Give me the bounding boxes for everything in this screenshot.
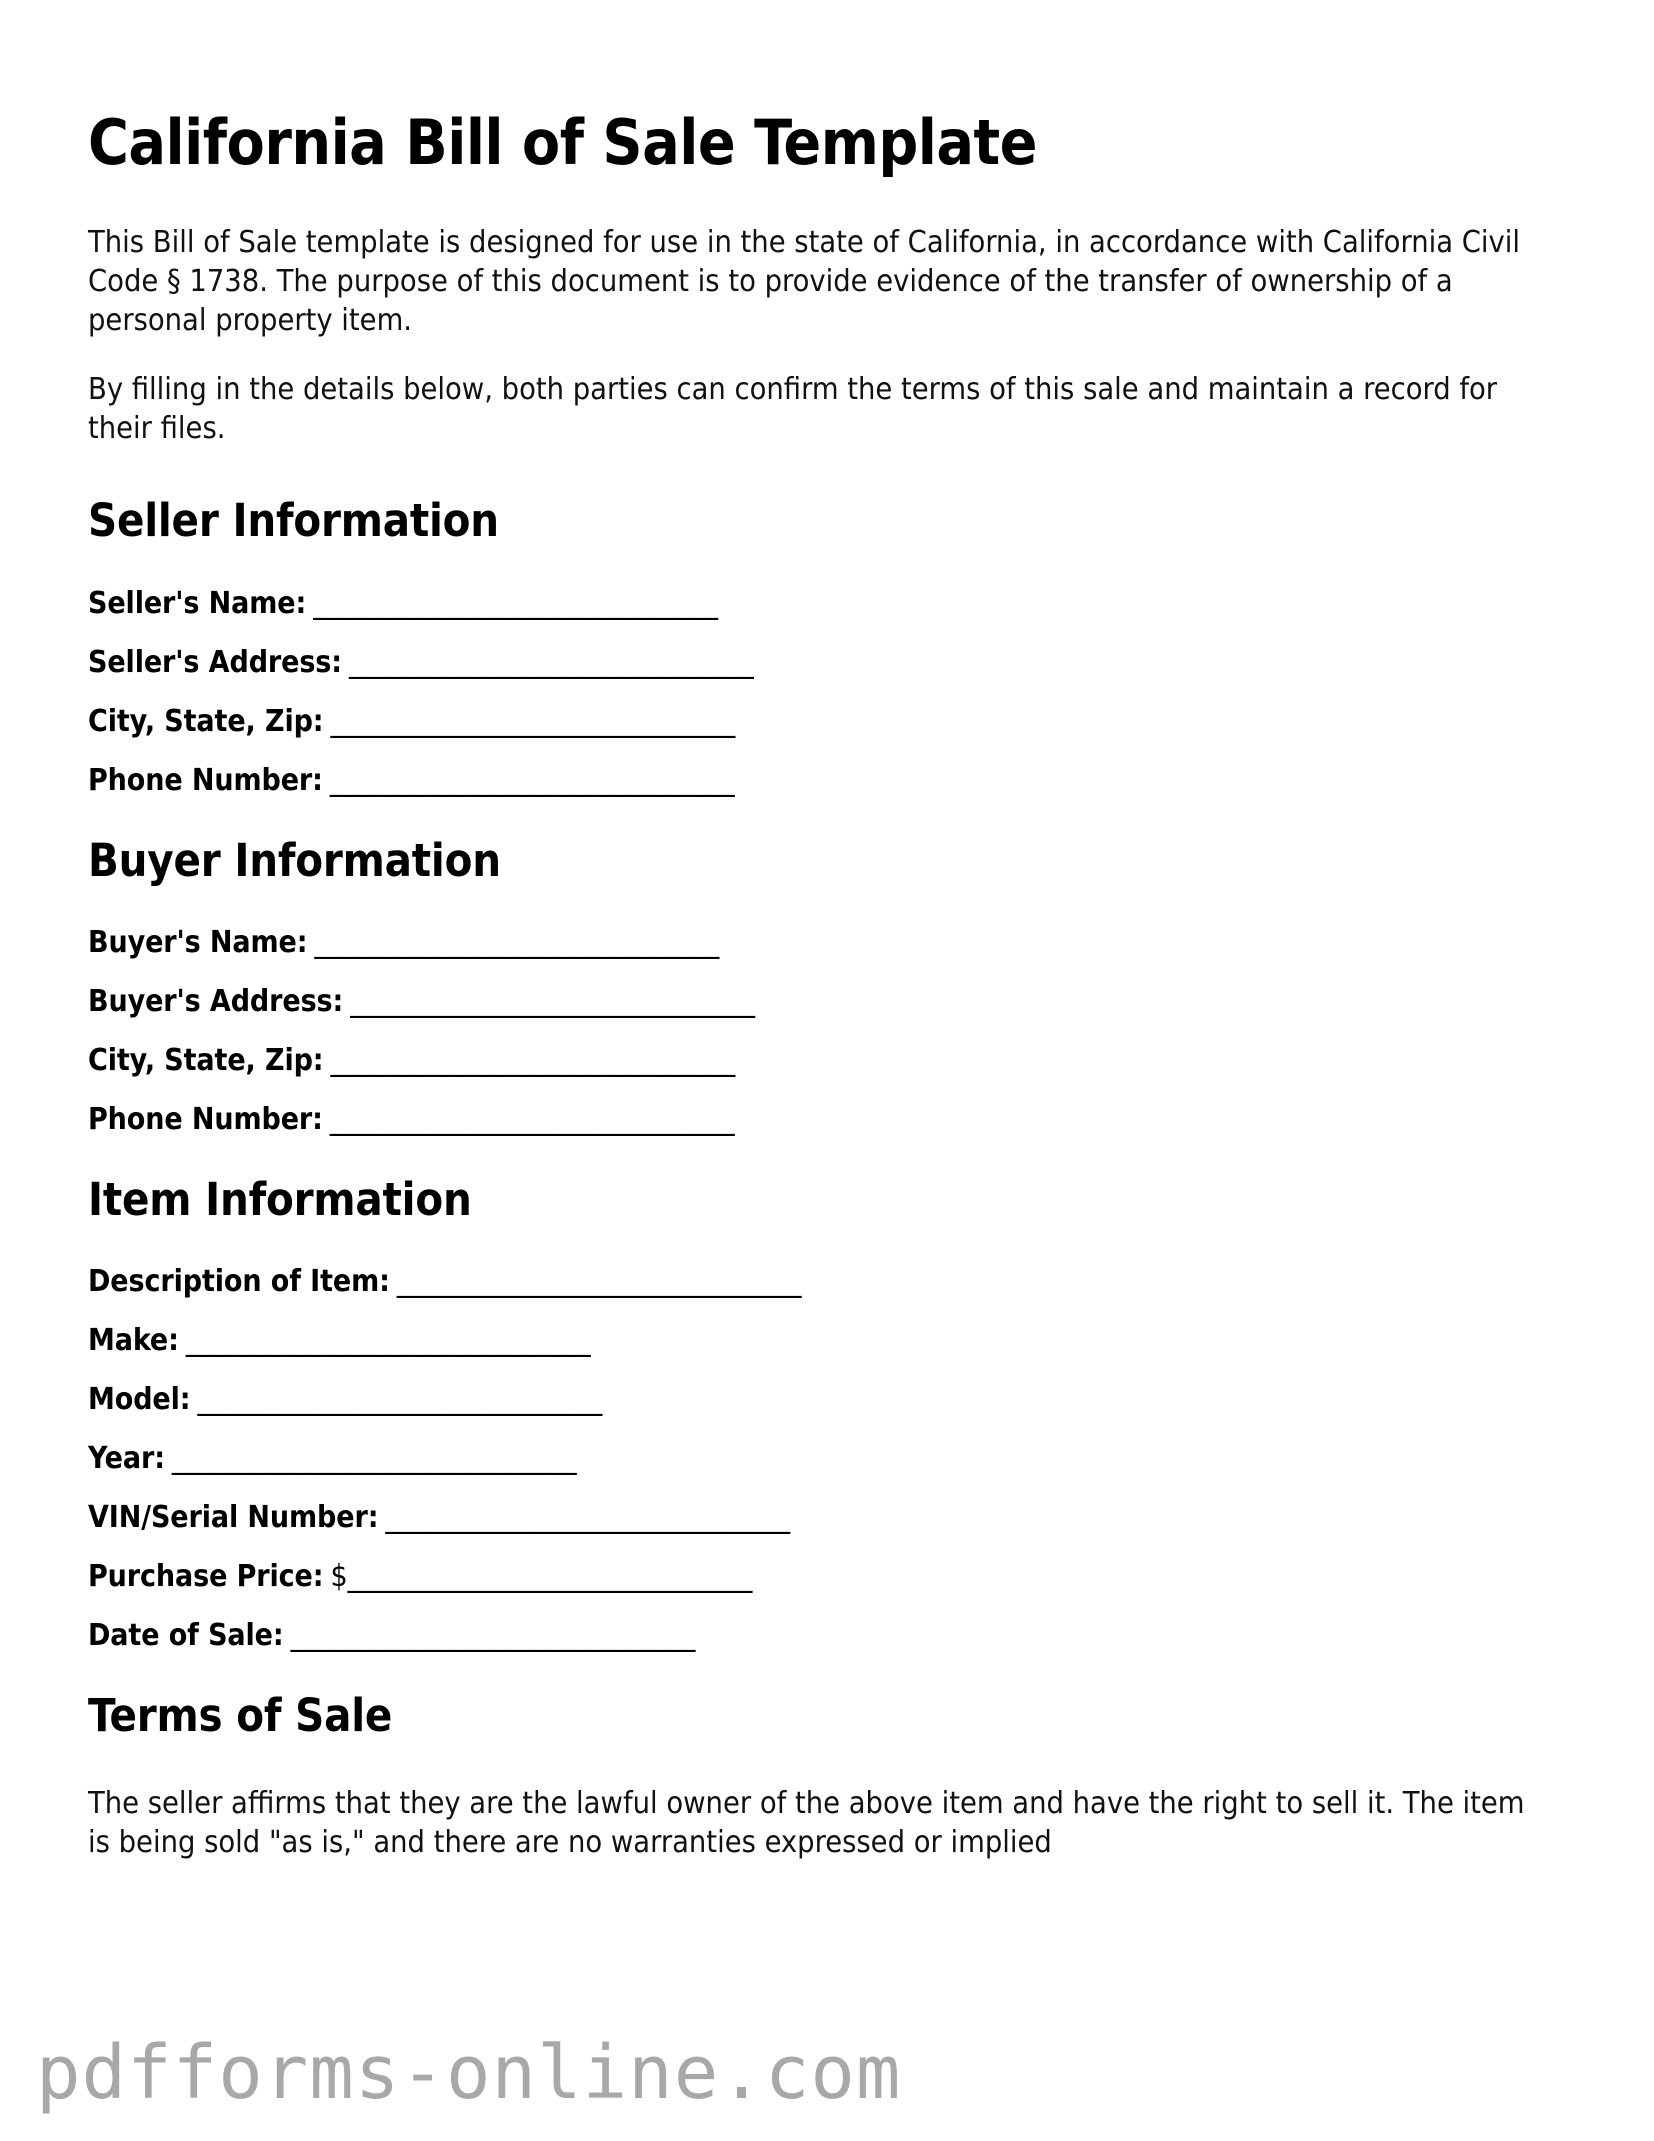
field-row-vin-serial-number[interactable] <box>88 1500 1508 1536</box>
field-row-year[interactable] <box>88 1441 1508 1477</box>
watermark: pdfforms-online.com <box>36 2030 902 2116</box>
field-blank-sellers-address[interactable]: ______________________________ <box>348 644 754 680</box>
section-heading-item-information: Item Information <box>88 1172 472 1226</box>
field-row-buyers-address[interactable] <box>88 983 1508 1019</box>
field-row-date-of-sale[interactable] <box>88 1618 1508 1654</box>
field-blank-sellers-name[interactable]: ______________________________ <box>313 585 718 621</box>
field-label-seller-city-state-zip: City, State, Zip: <box>88 703 324 739</box>
seller-fields <box>88 585 1508 798</box>
page-title: California Bill of Sale Template <box>88 106 1038 179</box>
field-row-buyer-city-state-zip[interactable] <box>88 1042 1508 1078</box>
field-blank-seller-phone-number[interactable]: ______________________________ <box>329 762 735 798</box>
terms-paragraph: The seller affirms that they are the lawful owner of the above item and have the right to sell it. The item is being sold "as is," and there are no warranties expressed or implied <box>88 1785 1525 1860</box>
field-row-sellers-address[interactable] <box>88 644 1508 680</box>
field-blank-model[interactable]: ______________________________ <box>197 1382 603 1418</box>
intro-paragraph-2: By filling in the details below, both parties can confirm the terms of this sale and maintain a record for their files. <box>88 372 1498 447</box>
field-row-sellers-name[interactable] <box>88 585 1508 621</box>
field-label-seller-phone-number: Phone Number: <box>88 762 323 798</box>
field-row-seller-phone-number[interactable] <box>88 762 1508 798</box>
field-blank-buyer-phone-number[interactable]: ______________________________ <box>329 1101 735 1137</box>
field-label-buyers-address: Buyer's Address: <box>88 983 344 1019</box>
field-label-buyer-city-state-zip: City, State, Zip: <box>88 1042 324 1078</box>
field-label-purchase-price: Purchase Price: <box>88 1559 324 1595</box>
field-label-date-of-sale: Date of Sale: <box>88 1618 284 1654</box>
field-label-description-of-item: Description of Item: <box>88 1264 390 1300</box>
field-blank-buyers-name[interactable]: ______________________________ <box>314 924 720 960</box>
field-blank-year[interactable]: ______________________________ <box>171 1441 577 1477</box>
field-blank-date-of-sale[interactable]: ______________________________ <box>290 1618 696 1654</box>
section-heading-buyer-information: Buyer Information <box>88 833 501 887</box>
field-blank-seller-city-state-zip[interactable]: ______________________________ <box>330 703 736 739</box>
document-content <box>88 0 1525 1862</box>
field-label-year: Year: <box>88 1441 165 1477</box>
item-fields <box>88 1264 1508 1654</box>
field-row-buyer-phone-number[interactable] <box>88 1101 1508 1137</box>
field-row-description-of-item[interactable] <box>88 1264 1508 1300</box>
field-blank-purchase-price[interactable]: ______________________________ <box>347 1559 753 1595</box>
field-label-sellers-name: Seller's Name: <box>88 585 307 621</box>
field-label-vin-serial-number: VIN/Serial Number: <box>88 1500 379 1536</box>
field-row-seller-city-state-zip[interactable] <box>88 703 1508 739</box>
buyer-fields <box>88 924 1508 1137</box>
field-row-buyers-name[interactable] <box>88 924 1508 960</box>
field-label-buyers-name: Buyer's Name: <box>88 924 308 960</box>
currency-symbol: $ <box>330 1559 348 1595</box>
field-blank-buyer-city-state-zip[interactable]: ______________________________ <box>330 1042 736 1078</box>
field-row-make[interactable] <box>88 1323 1508 1359</box>
field-label-sellers-address: Seller's Address: <box>88 644 342 680</box>
field-row-purchase-price[interactable] <box>88 1559 1508 1595</box>
field-label-buyer-phone-number: Phone Number: <box>88 1101 323 1137</box>
field-row-model[interactable] <box>88 1382 1508 1418</box>
field-blank-description-of-item[interactable]: ______________________________ <box>396 1264 802 1300</box>
field-label-model: Model: <box>88 1382 191 1418</box>
intro-paragraph-1: This Bill of Sale template is designed for use in the state of California, in accordance with California Civil Code § 1738. The purpose of this document is to provide evidence of the transfer of ownership of a personal property item. <box>88 224 1521 339</box>
field-blank-buyers-address[interactable]: ______________________________ <box>350 983 755 1019</box>
field-label-make: Make: <box>88 1323 179 1359</box>
section-heading-terms-of-sale: Terms of Sale <box>88 1689 393 1743</box>
field-blank-make[interactable]: ______________________________ <box>185 1323 591 1359</box>
section-heading-seller-information: Seller Information <box>88 494 499 548</box>
field-blank-vin-serial-number[interactable]: ______________________________ <box>385 1500 791 1536</box>
